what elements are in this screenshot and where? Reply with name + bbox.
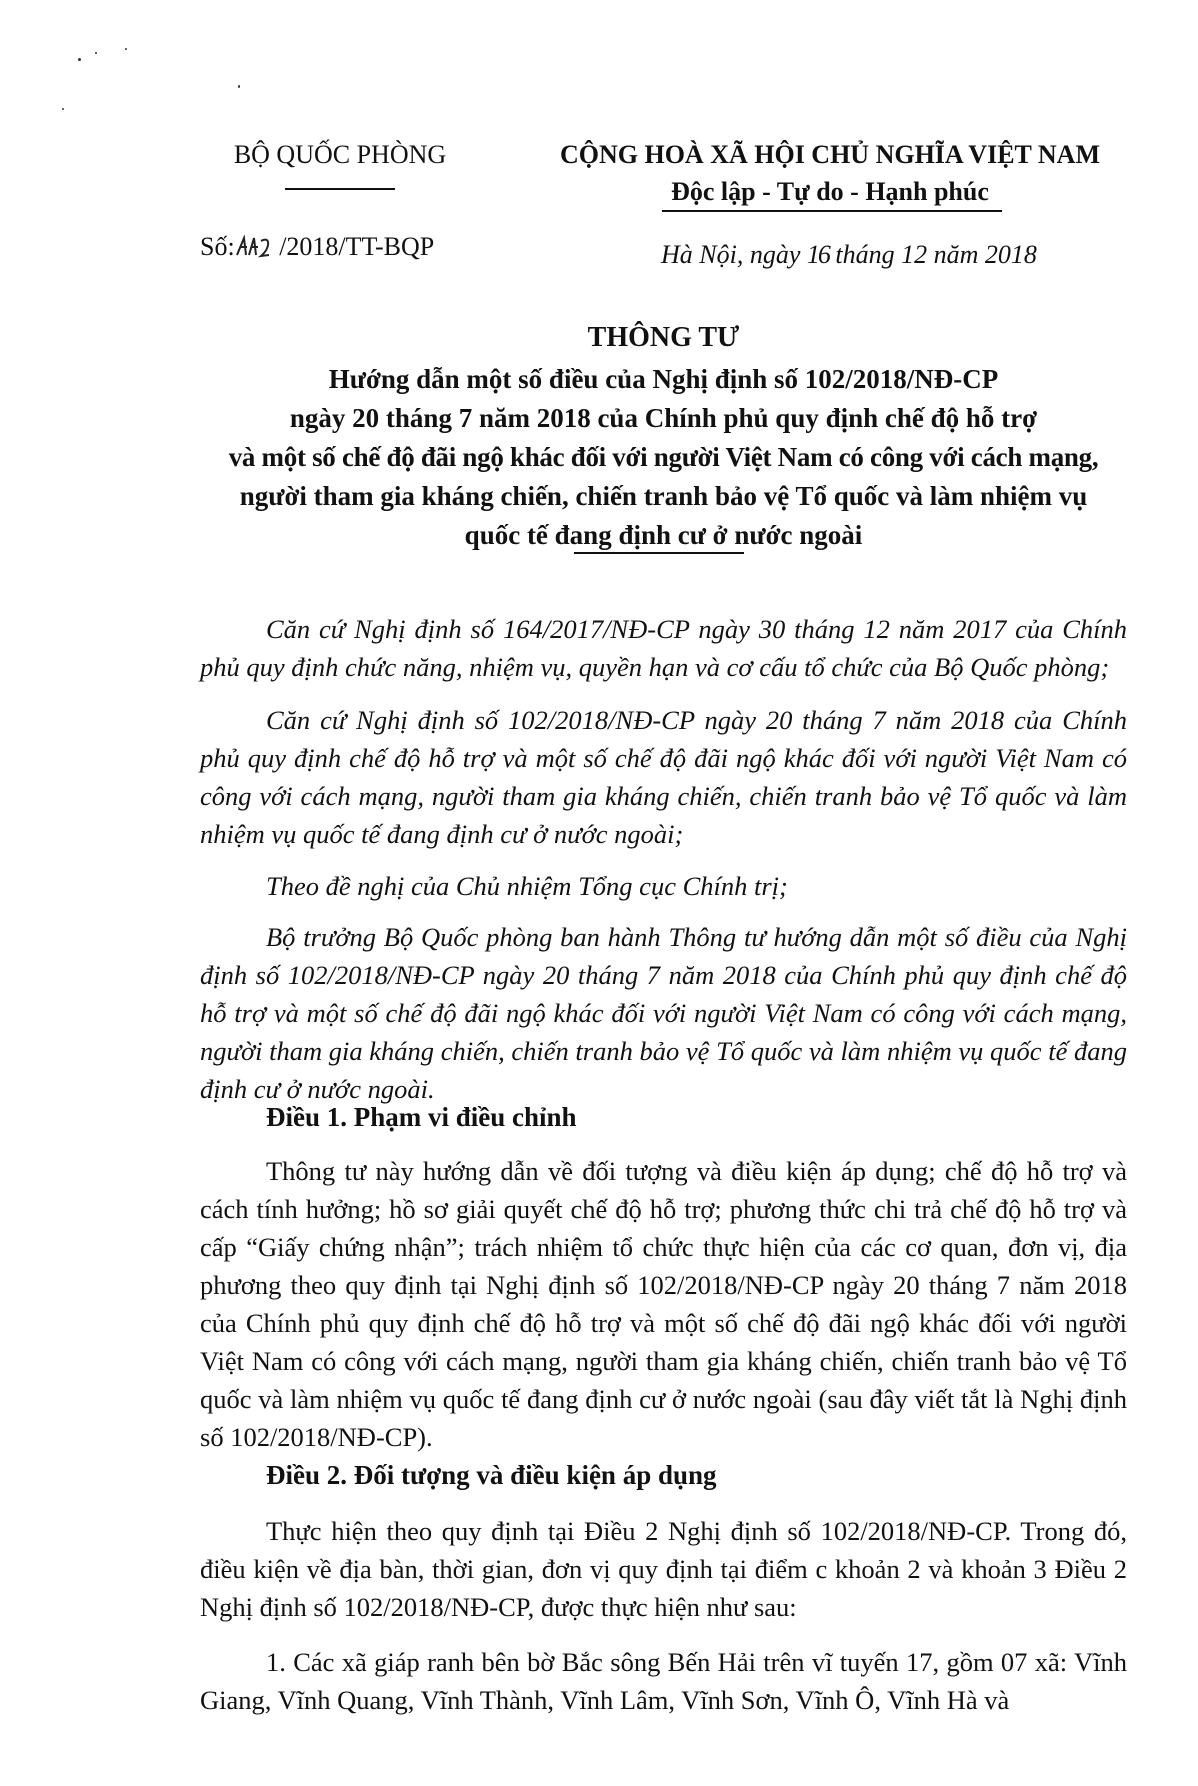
subject-line: và một số chế độ đãi ngộ khác đối với người Việt Nam có công với cách mạng, <box>228 442 1099 472</box>
preamble-paragraph: Căn cứ Nghị định số 102/2018/NĐ-CP ngày 20 tháng 7 năm 2018 của Chính phủ quy định chế độ hỗ trợ và một số chế độ đãi ngộ khác đối với người Việt Nam có công với cách mạng, người tham gia kháng chiến, chiến tranh bảo vệ Tổ quốc và làm nhiệm vụ quốc tế đang định cư ở nước ngoài; <box>200 705 1127 849</box>
document-type: THÔNG TƯ <box>587 322 740 353</box>
subject-line: quốc tế đang định cư ở nước ngoài <box>464 520 863 550</box>
issue-date <box>661 240 1037 270</box>
scan-speck <box>62 108 64 110</box>
national-motto: Độc lập - Tự do - Hạnh phúc <box>671 177 989 206</box>
scan-speck <box>238 85 240 88</box>
title-underline <box>574 552 744 554</box>
date-suffix: tháng 12 năm 2018 <box>835 240 1037 269</box>
document-subject <box>196 360 1131 555</box>
document-number <box>200 232 434 262</box>
preamble-paragraph: Căn cứ Nghị định số 164/2017/NĐ-CP ngày 30 tháng 12 năm 2017 của Chính phủ quy định chức năng, nhiệm vụ, quyền hạn và cơ cấu tổ chức của Bộ Quốc phòng; <box>200 614 1127 682</box>
preamble-paragraph: Theo đề nghị của Chủ nhiệm Tổng cục Chính trị; <box>266 871 788 901</box>
motto-underline <box>662 210 1002 212</box>
article-2-item-1: 1. Các xã giáp ranh bên bờ Bắc sông Bến Hải trên vĩ tuyến 17, gồm 07 xã: Vĩnh Giang, Vĩnh Quang, Vĩnh Thành, Vĩnh Lâm, Vĩnh Sơn, Vĩnh Ô, Vĩnh Hà và <box>200 1647 1127 1715</box>
scan-speck <box>125 48 127 50</box>
number-handwritten <box>235 235 273 259</box>
subject-line: ngày 20 tháng 7 năm 2018 của Chính phủ quy định chế độ hỗ trợ <box>289 403 1038 433</box>
date-day-handwritten: 16 <box>806 240 829 269</box>
ministry-name: BỘ QUỐC PHÒNG <box>233 140 447 169</box>
subject-line: người tham gia kháng chiến, chiến tranh bảo vệ Tổ quốc và làm nhiệm vụ <box>239 481 1088 511</box>
article-1-body: Thông tư này hướng dẫn về đối tượng và điều kiện áp dụng; chế độ hỗ trợ và cách tính hưởng; hồ sơ giải quyết chế độ hỗ trợ; phương thức chi trả chế độ hỗ trợ và cấp “Giấy chứng nhận”; trách nhiệm tổ chức thực hiện của các cơ quan, đơn vị, địa phương theo quy định tại Nghị định số 102/2018/NĐ-CP ngày 20 tháng 7 năm 2018 của Chính phủ quy định chế độ hỗ trợ và một số chế độ đãi ngộ khác đối với người Việt Nam có công với cách mạng, người tham gia kháng chiến, chiến tranh bảo vệ Tổ quốc và làm nhiệm vụ quốc tế đang định cư ở nước ngoài (sau đây viết tắt là Nghị định số 102/2018/NĐ-CP). <box>200 1156 1127 1452</box>
article-2-heading: Điều 2. Đối tượng và điều kiện áp dụng <box>266 1460 717 1490</box>
article-2-body: Thực hiện theo quy định tại Điều 2 Nghị định số 102/2018/NĐ-CP. Trong đó, điều kiện về địa bàn, thời gian, đơn vị quy định tại điểm c khoản 2 và khoản 3 Điều 2 Nghị định số 102/2018/NĐ-CP, được thực hiện như sau: <box>200 1516 1127 1622</box>
subject-line: Hướng dẫn một số điều của Nghị định số 102/2018/NĐ-CP <box>328 364 999 394</box>
republic-name: CỘNG HOÀ XÃ HỘI CHỦ NGHĨA VIỆT NAM <box>559 140 1101 169</box>
number-prefix: Số: <box>200 232 235 261</box>
number-suffix: /2018/TT-BQP <box>279 232 435 261</box>
preamble-paragraph: Bộ trưởng Bộ Quốc phòng ban hành Thông tư hướng dẫn một số điều của Nghị định số 102/2018/NĐ-CP ngày 20 tháng 7 năm 2018 của Chính phủ quy định chế độ hỗ trợ và một số chế độ đãi ngộ khác đối với người Việt Nam có công với cách mạng, người tham gia kháng chiến, chiến tranh bảo vệ Tổ quốc và làm nhiệm vụ quốc tế đang định cư ở nước ngoài. <box>200 922 1127 1104</box>
ministry-underline <box>285 188 395 190</box>
date-prefix: Hà Nội, ngày <box>661 240 801 269</box>
article-1-heading: Điều 1. Phạm vi điều chỉnh <box>266 1102 577 1132</box>
scan-speck <box>78 58 81 61</box>
scan-speck <box>95 52 97 54</box>
